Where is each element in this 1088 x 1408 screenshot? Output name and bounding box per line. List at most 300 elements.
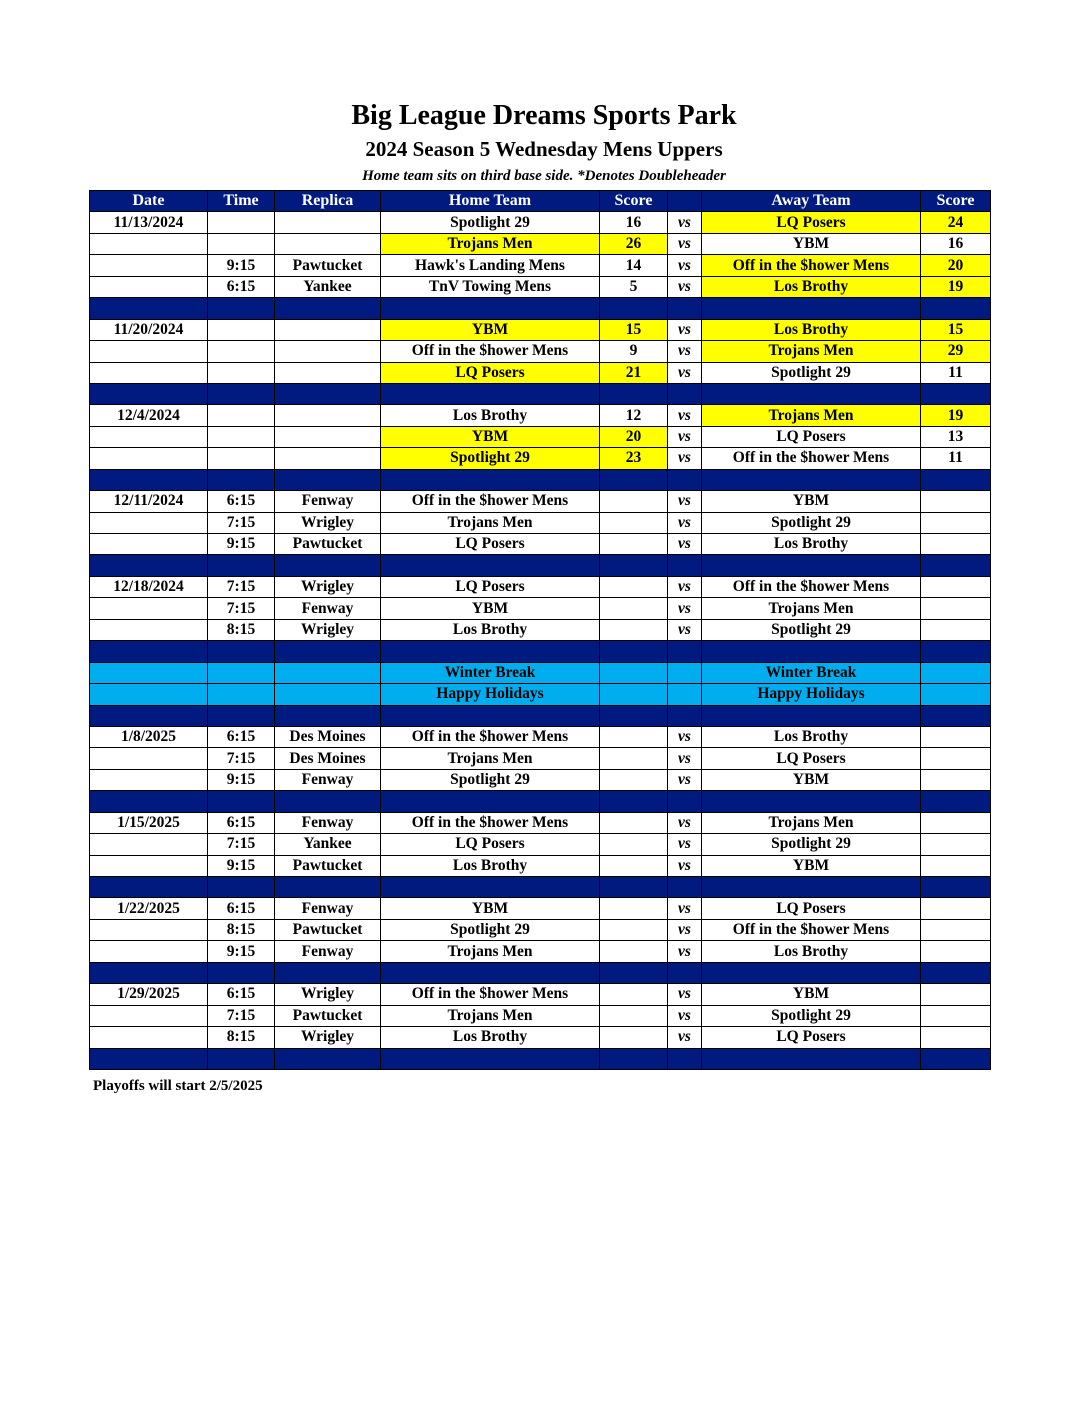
home-team: Spotlight 29	[381, 769, 600, 790]
field-replica	[275, 212, 381, 233]
field-replica: Fenway	[275, 769, 381, 790]
separator-cell	[702, 791, 921, 812]
week-separator-row	[90, 555, 991, 576]
away-score	[921, 855, 991, 876]
game-row	[90, 769, 991, 790]
separator-cell	[208, 705, 275, 726]
away-team: YBM	[702, 491, 921, 512]
field-replica: Pawtucket	[275, 855, 381, 876]
away-team: Trojans Men	[702, 812, 921, 833]
home-score: 26	[600, 233, 668, 254]
away-team: LQ Posers	[702, 212, 921, 233]
separator-cell	[208, 791, 275, 812]
separator-cell	[600, 791, 668, 812]
home-team: Off in the $hower Mens	[381, 812, 600, 833]
game-time	[208, 341, 275, 362]
game-time: 9:15	[208, 534, 275, 555]
field-replica: Pawtucket	[275, 534, 381, 555]
away-team: YBM	[702, 769, 921, 790]
home-score	[600, 726, 668, 747]
home-score: 16	[600, 212, 668, 233]
game-row	[90, 276, 991, 297]
separator-cell	[90, 705, 208, 726]
separator-cell	[702, 705, 921, 726]
home-score	[600, 919, 668, 940]
game-date: 11/13/2024	[90, 212, 208, 233]
away-score	[921, 834, 991, 855]
separator-cell	[921, 555, 991, 576]
game-row	[90, 984, 991, 1005]
home-score	[600, 748, 668, 769]
break-row	[90, 662, 991, 683]
field-replica: Wrigley	[275, 576, 381, 597]
separator-cell	[921, 1048, 991, 1069]
replica-cell	[275, 684, 381, 705]
away-team: YBM	[702, 233, 921, 254]
week-separator-row	[90, 383, 991, 404]
separator-cell	[381, 877, 600, 898]
vs-label: vs	[668, 448, 702, 469]
home-team: YBM	[381, 426, 600, 447]
game-date	[90, 769, 208, 790]
break-home-label: Winter Break	[381, 662, 600, 683]
separator-cell	[668, 791, 702, 812]
game-time: 6:15	[208, 491, 275, 512]
vs-label: vs	[668, 834, 702, 855]
separator-cell	[921, 877, 991, 898]
game-time	[208, 448, 275, 469]
field-replica	[275, 341, 381, 362]
break-away-label: Happy Holidays	[702, 684, 921, 705]
separator-cell	[90, 1048, 208, 1069]
game-time	[208, 405, 275, 426]
game-time: 7:15	[208, 748, 275, 769]
home-score: 9	[600, 341, 668, 362]
col-header-time: Time	[208, 191, 275, 212]
separator-cell	[90, 469, 208, 490]
game-row	[90, 362, 991, 383]
separator-cell	[600, 383, 668, 404]
home-team: Off in the $hower Mens	[381, 341, 600, 362]
vs-label: vs	[668, 1005, 702, 1026]
away-score-cell	[921, 662, 991, 683]
vs-label: vs	[668, 812, 702, 833]
away-team: Spotlight 29	[702, 619, 921, 640]
home-score	[600, 812, 668, 833]
away-score: 16	[921, 233, 991, 254]
away-team: Spotlight 29	[702, 362, 921, 383]
away-team: Los Brothy	[702, 726, 921, 747]
separator-cell	[921, 641, 991, 662]
separator-cell	[275, 1048, 381, 1069]
home-team: LQ Posers	[381, 362, 600, 383]
playoffs-note: Playoffs will start 2/5/2025	[93, 1078, 263, 1094]
vs-label: vs	[668, 341, 702, 362]
field-replica: Wrigley	[275, 1027, 381, 1048]
home-score	[600, 1027, 668, 1048]
game-row	[90, 898, 991, 919]
game-time: 7:15	[208, 512, 275, 533]
table-header-row	[90, 191, 991, 212]
field-replica	[275, 405, 381, 426]
away-score: 15	[921, 319, 991, 340]
vs-label: vs	[668, 534, 702, 555]
separator-cell	[668, 469, 702, 490]
separator-cell	[702, 1048, 921, 1069]
field-replica: Pawtucket	[275, 1005, 381, 1026]
game-row	[90, 726, 991, 747]
away-team: Los Brothy	[702, 276, 921, 297]
separator-cell	[921, 383, 991, 404]
away-score: 24	[921, 212, 991, 233]
field-replica: Wrigley	[275, 619, 381, 640]
separator-cell	[668, 1048, 702, 1069]
vs-label: vs	[668, 941, 702, 962]
game-row	[90, 319, 991, 340]
vs-label: vs	[668, 405, 702, 426]
week-separator-row	[90, 962, 991, 983]
away-score: 19	[921, 405, 991, 426]
separator-cell	[702, 877, 921, 898]
game-row	[90, 576, 991, 597]
away-score: 11	[921, 362, 991, 383]
home-team: LQ Posers	[381, 834, 600, 855]
home-score	[600, 834, 668, 855]
game-row	[90, 812, 991, 833]
separator-cell	[90, 298, 208, 319]
game-date: 12/11/2024	[90, 491, 208, 512]
separator-cell	[921, 791, 991, 812]
game-date	[90, 619, 208, 640]
home-score	[600, 576, 668, 597]
date-cell	[90, 662, 208, 683]
field-replica: Yankee	[275, 276, 381, 297]
home-team: Trojans Men	[381, 748, 600, 769]
game-row	[90, 598, 991, 619]
home-team: Los Brothy	[381, 855, 600, 876]
away-team: Spotlight 29	[702, 512, 921, 533]
game-date	[90, 276, 208, 297]
col-header-away-score: Score	[921, 191, 991, 212]
away-team: Trojans Men	[702, 405, 921, 426]
separator-cell	[275, 641, 381, 662]
game-row	[90, 512, 991, 533]
away-team: Spotlight 29	[702, 1005, 921, 1026]
home-team: Los Brothy	[381, 405, 600, 426]
away-score	[921, 534, 991, 555]
col-header-away-team: Away Team	[702, 191, 921, 212]
field-replica	[275, 233, 381, 254]
game-time: 6:15	[208, 812, 275, 833]
separator-cell	[921, 469, 991, 490]
game-date	[90, 534, 208, 555]
game-time: 7:15	[208, 1005, 275, 1026]
week-separator-row	[90, 298, 991, 319]
game-time	[208, 319, 275, 340]
home-team: LQ Posers	[381, 576, 600, 597]
home-score	[600, 941, 668, 962]
vs-label: vs	[668, 233, 702, 254]
separator-cell	[921, 705, 991, 726]
game-row	[90, 426, 991, 447]
separator-cell	[600, 469, 668, 490]
away-score	[921, 726, 991, 747]
away-score	[921, 769, 991, 790]
separator-cell	[381, 298, 600, 319]
game-time: 9:15	[208, 855, 275, 876]
game-time: 6:15	[208, 726, 275, 747]
vs-label: vs	[668, 319, 702, 340]
separator-cell	[600, 877, 668, 898]
game-date	[90, 941, 208, 962]
vs-label: vs	[668, 919, 702, 940]
separator-cell	[668, 555, 702, 576]
vs-label: vs	[668, 362, 702, 383]
col-header-vs	[668, 191, 702, 212]
separator-cell	[668, 383, 702, 404]
game-time: 8:15	[208, 1027, 275, 1048]
vs-label: vs	[668, 898, 702, 919]
separator-cell	[90, 383, 208, 404]
separator-cell	[275, 962, 381, 983]
game-date	[90, 448, 208, 469]
away-score	[921, 576, 991, 597]
vs-cell	[668, 684, 702, 705]
game-row	[90, 233, 991, 254]
time-cell	[208, 662, 275, 683]
game-time: 7:15	[208, 834, 275, 855]
separator-cell	[668, 962, 702, 983]
col-header-home-team: Home Team	[381, 191, 600, 212]
game-row	[90, 212, 991, 233]
separator-cell	[208, 962, 275, 983]
vs-label: vs	[668, 984, 702, 1005]
replica-cell	[275, 662, 381, 683]
game-date	[90, 426, 208, 447]
game-time	[208, 362, 275, 383]
col-header-date: Date	[90, 191, 208, 212]
separator-cell	[208, 298, 275, 319]
vs-label: vs	[668, 212, 702, 233]
week-separator-row	[90, 1048, 991, 1069]
home-score-cell	[600, 662, 668, 683]
week-separator-row	[90, 877, 991, 898]
home-score: 5	[600, 276, 668, 297]
away-score	[921, 941, 991, 962]
vs-label: vs	[668, 598, 702, 619]
away-score: 19	[921, 276, 991, 297]
game-date	[90, 362, 208, 383]
home-team: Hawk's Landing Mens	[381, 255, 600, 276]
game-time: 7:15	[208, 576, 275, 597]
vs-label: vs	[668, 512, 702, 533]
separator-cell	[921, 962, 991, 983]
game-row	[90, 534, 991, 555]
field-replica: Fenway	[275, 812, 381, 833]
away-team: Los Brothy	[702, 319, 921, 340]
separator-cell	[702, 469, 921, 490]
game-date	[90, 834, 208, 855]
separator-cell	[208, 1048, 275, 1069]
away-score	[921, 1005, 991, 1026]
home-team: Spotlight 29	[381, 919, 600, 940]
game-date: 12/18/2024	[90, 576, 208, 597]
game-row	[90, 619, 991, 640]
away-score	[921, 919, 991, 940]
separator-cell	[208, 469, 275, 490]
week-separator-row	[90, 791, 991, 812]
game-time: 9:15	[208, 941, 275, 962]
home-score	[600, 898, 668, 919]
separator-cell	[702, 555, 921, 576]
field-replica	[275, 362, 381, 383]
game-time: 6:15	[208, 984, 275, 1005]
separator-cell	[275, 383, 381, 404]
field-replica: Pawtucket	[275, 255, 381, 276]
separator-cell	[381, 962, 600, 983]
away-team: LQ Posers	[702, 426, 921, 447]
separator-cell	[275, 469, 381, 490]
col-header-home-score: Score	[600, 191, 668, 212]
away-team: Trojans Men	[702, 341, 921, 362]
separator-cell	[702, 962, 921, 983]
home-team: Los Brothy	[381, 619, 600, 640]
away-score	[921, 1027, 991, 1048]
separator-cell	[381, 641, 600, 662]
game-time: 7:15	[208, 598, 275, 619]
home-score: 15	[600, 319, 668, 340]
separator-cell	[275, 877, 381, 898]
game-time	[208, 233, 275, 254]
break-home-label: Happy Holidays	[381, 684, 600, 705]
separator-cell	[600, 641, 668, 662]
week-separator-row	[90, 705, 991, 726]
game-date	[90, 512, 208, 533]
week-separator-row	[90, 469, 991, 490]
home-score	[600, 598, 668, 619]
field-replica: Wrigley	[275, 984, 381, 1005]
away-team: Los Brothy	[702, 534, 921, 555]
vs-label: vs	[668, 276, 702, 297]
separator-cell	[702, 298, 921, 319]
separator-cell	[600, 1048, 668, 1069]
away-team: LQ Posers	[702, 1027, 921, 1048]
separator-cell	[90, 555, 208, 576]
away-team: Spotlight 29	[702, 834, 921, 855]
home-team: Trojans Men	[381, 1005, 600, 1026]
away-score	[921, 598, 991, 619]
separator-cell	[208, 641, 275, 662]
home-team: Spotlight 29	[381, 212, 600, 233]
away-score	[921, 512, 991, 533]
game-row	[90, 855, 991, 876]
separator-cell	[668, 641, 702, 662]
field-replica: Fenway	[275, 491, 381, 512]
home-score	[600, 769, 668, 790]
game-row	[90, 255, 991, 276]
home-score: 14	[600, 255, 668, 276]
vs-cell	[668, 662, 702, 683]
page-subtitle: 2024 Season 5 Wednesday Mens Uppers	[365, 137, 723, 161]
game-date	[90, 748, 208, 769]
game-time	[208, 212, 275, 233]
page-title: Big League Dreams Sports Park	[351, 100, 737, 131]
home-score	[600, 984, 668, 1005]
game-date: 1/29/2025	[90, 984, 208, 1005]
game-date	[90, 341, 208, 362]
game-date: 11/20/2024	[90, 319, 208, 340]
separator-cell	[381, 469, 600, 490]
home-team: Trojans Men	[381, 941, 600, 962]
home-team: Los Brothy	[381, 1027, 600, 1048]
game-time: 9:15	[208, 769, 275, 790]
separator-cell	[600, 705, 668, 726]
away-team: LQ Posers	[702, 898, 921, 919]
separator-cell	[275, 298, 381, 319]
separator-cell	[275, 705, 381, 726]
home-team: YBM	[381, 898, 600, 919]
separator-cell	[921, 298, 991, 319]
vs-label: vs	[668, 576, 702, 597]
date-cell	[90, 684, 208, 705]
game-time	[208, 426, 275, 447]
home-score	[600, 491, 668, 512]
game-time: 6:15	[208, 276, 275, 297]
away-score: 11	[921, 448, 991, 469]
vs-label: vs	[668, 1027, 702, 1048]
away-score	[921, 619, 991, 640]
game-time: 9:15	[208, 255, 275, 276]
game-row	[90, 405, 991, 426]
vs-label: vs	[668, 769, 702, 790]
home-team: Off in the $hower Mens	[381, 491, 600, 512]
game-row	[90, 748, 991, 769]
game-row	[90, 341, 991, 362]
home-score: 21	[600, 362, 668, 383]
separator-cell	[381, 1048, 600, 1069]
separator-cell	[668, 877, 702, 898]
break-row	[90, 684, 991, 705]
separator-cell	[381, 705, 600, 726]
game-date	[90, 233, 208, 254]
separator-cell	[381, 555, 600, 576]
separator-cell	[208, 877, 275, 898]
separator-cell	[208, 383, 275, 404]
home-score	[600, 512, 668, 533]
separator-cell	[208, 555, 275, 576]
game-row	[90, 941, 991, 962]
separator-cell	[702, 383, 921, 404]
away-team: YBM	[702, 984, 921, 1005]
vs-label: vs	[668, 748, 702, 769]
home-score	[600, 855, 668, 876]
field-replica	[275, 426, 381, 447]
vs-label: vs	[668, 426, 702, 447]
game-row	[90, 834, 991, 855]
vs-label: vs	[668, 619, 702, 640]
game-date	[90, 919, 208, 940]
away-score: 20	[921, 255, 991, 276]
vs-label: vs	[668, 855, 702, 876]
time-cell	[208, 684, 275, 705]
field-replica: Fenway	[275, 598, 381, 619]
game-row	[90, 1005, 991, 1026]
home-score	[600, 1005, 668, 1026]
game-date: 1/15/2025	[90, 812, 208, 833]
game-date	[90, 1027, 208, 1048]
away-team: Off in the $hower Mens	[702, 255, 921, 276]
home-score	[600, 619, 668, 640]
